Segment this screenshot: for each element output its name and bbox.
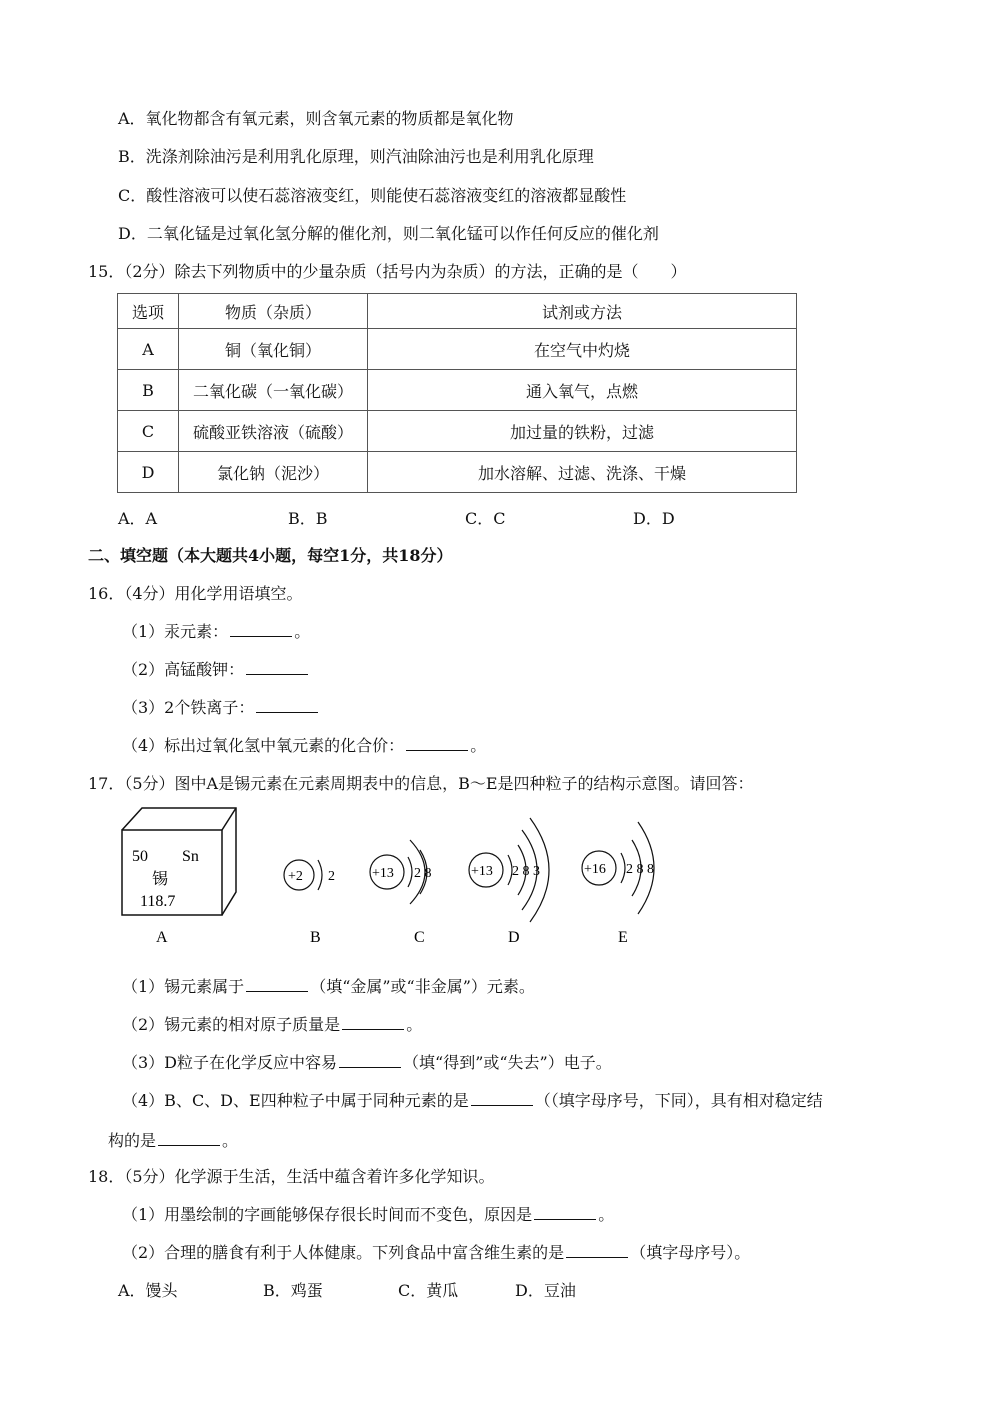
q16-item-4 <box>122 733 486 756</box>
table-cell: 硫酸亚铁溶液（硫酸） <box>179 411 368 452</box>
q14-option-c: C．酸性溶液可以使石蕊溶液变红，则能使石蕊溶液变红的溶液都显酸性 <box>118 186 627 205</box>
answer-blank[interactable] <box>566 1243 628 1258</box>
item-text: （4）B、C、D、E四种粒子中属于同种元素的是 <box>122 1091 469 1110</box>
q18-sub2 <box>122 1240 750 1263</box>
item-text: （填“得到”或“失去”）电子。 <box>403 1053 612 1072</box>
element-mass: 118.7 <box>140 893 176 910</box>
q17-sub1 <box>122 974 535 997</box>
figure-label-d: D <box>508 929 520 946</box>
shell-electrons: 2 8 8 <box>626 862 654 877</box>
item-text: 。 <box>470 736 487 755</box>
q16-item-1 <box>122 619 310 642</box>
q18-sub1 <box>122 1202 614 1225</box>
q17-stem: 17．（5分）图中A是锡元素在元素周期表中的信息，B～E是四种粒子的结构示意图。请回答： <box>88 774 754 793</box>
table-header-row <box>118 294 797 329</box>
table-row <box>118 411 797 452</box>
q15-stem: 15．（2分）除去下列物质中的少量杂质（括号内为杂质）的方法，正确的是（ ） <box>88 262 687 281</box>
q15-table <box>117 293 797 493</box>
q17-sub2 <box>122 1012 422 1035</box>
q17-figure <box>110 800 690 955</box>
table-header: 试剂或方法 <box>368 294 797 329</box>
table-cell: 铜（氧化铜） <box>179 329 368 370</box>
q18-option-c: C．黄瓜 <box>398 1281 459 1300</box>
table-cell: 加过量的铁粉，过滤 <box>368 411 797 452</box>
element-symbol: Sn <box>182 848 199 865</box>
table-cell: A <box>118 329 179 370</box>
answer-blank[interactable] <box>406 736 468 751</box>
table-header: 物质（杂质） <box>179 294 368 329</box>
q16-item-3 <box>122 695 320 718</box>
q16-item-2 <box>122 657 310 680</box>
table-row <box>118 452 797 493</box>
q15-answer-c: C．C <box>465 509 506 528</box>
q18-stem: 18．（5分）化学源于生活，生活中蕴含着许多化学知识。 <box>88 1167 495 1186</box>
item-text: 构的是 <box>108 1131 157 1150</box>
answer-blank[interactable] <box>534 1205 596 1220</box>
q15-answer-b: B．B <box>288 509 328 528</box>
shell-electrons: 2 <box>328 869 335 884</box>
q16-stem: 16．（4分）用化学用语填空。 <box>88 584 303 603</box>
q17-sub3 <box>122 1050 612 1073</box>
item-text: （2）锡元素的相对原子质量是 <box>122 1015 341 1034</box>
item-text: （4）标出过氧化氢中氧元素的化合价： <box>122 736 405 755</box>
table-row <box>118 370 797 411</box>
q14-option-d: D．二氧化锰是过氧化氢分解的催化剂，则二氧化锰可以作任何反应的催化剂 <box>118 224 659 243</box>
q15-answer-d: D．D <box>633 509 675 528</box>
q14-option-a: A．氧化物都含有氧元素，则含氧元素的物质都是氧化物 <box>118 109 514 128</box>
item-text: （3）D粒子在化学反应中容易 <box>122 1053 338 1072</box>
answer-blank[interactable] <box>246 977 308 992</box>
table-header: 选项 <box>118 294 179 329</box>
item-text: 。 <box>598 1205 615 1224</box>
table-cell: 通入氧气，点燃 <box>368 370 797 411</box>
item-text: （2）高锰酸钾： <box>122 660 245 679</box>
figure-label-a: A <box>156 929 168 946</box>
nucleus-charge: +13 <box>372 866 394 881</box>
nucleus-charge: +2 <box>288 869 303 884</box>
item-text: 。 <box>406 1015 423 1034</box>
answer-blank[interactable] <box>339 1053 401 1068</box>
section-title: 二、填空题（本大题共4小题，每空1分，共18分） <box>88 546 453 565</box>
table-cell: 二氧化碳（一氧化碳） <box>179 370 368 411</box>
table-cell: 氯化钠（泥沙） <box>179 452 368 493</box>
table-cell: 加水溶解、过滤、洗涤、干燥 <box>368 452 797 493</box>
item-text: （2）合理的膳食有利于人体健康。下列食品中富含维生素的是 <box>122 1243 565 1262</box>
item-text: （填“金属”或“非金属”）元素。 <box>310 977 535 996</box>
answer-blank[interactable] <box>230 622 292 637</box>
q17-sub4 <box>122 1088 823 1111</box>
q18-option-a: A．馒头 <box>118 1281 178 1300</box>
item-text: （1）锡元素属于 <box>122 977 245 996</box>
table-cell: B <box>118 370 179 411</box>
nucleus-charge: +13 <box>471 864 493 879</box>
shell-electrons: 2 8 <box>414 866 432 881</box>
item-text: （3）2个铁离子： <box>122 698 255 717</box>
figure-label-b: B <box>310 929 321 946</box>
figure-label-c: C <box>414 929 425 946</box>
answer-blank[interactable] <box>256 698 318 713</box>
item-text: （填字母序号）。 <box>630 1243 751 1262</box>
answer-blank[interactable] <box>246 660 308 675</box>
table-cell: C <box>118 411 179 452</box>
element-number: 50 <box>132 848 148 865</box>
q17-sub4-line2 <box>108 1128 238 1151</box>
table-cell: 在空气中灼烧 <box>368 329 797 370</box>
item-text: （1）汞元素： <box>122 622 229 641</box>
table-cell: D <box>118 452 179 493</box>
element-name: 锡 <box>152 871 169 888</box>
item-text: （（填字母序号，下同），具有相对稳定结 <box>534 1091 823 1110</box>
q18-option-d: D．豆油 <box>515 1281 576 1300</box>
answer-blank[interactable] <box>471 1091 533 1106</box>
table-row <box>118 329 797 370</box>
q15-answer-a: A．A <box>118 509 158 528</box>
answer-blank[interactable] <box>342 1015 404 1030</box>
figure-label-e: E <box>618 929 628 946</box>
nucleus-charge: +16 <box>584 862 606 877</box>
item-text: 。 <box>294 622 311 641</box>
shell-electrons: 2 8 3 <box>512 864 540 879</box>
item-text: （1）用墨绘制的字画能够保存很长时间而不变色，原因是 <box>122 1205 533 1224</box>
q14-option-b: B．洗涤剂除油污是利用乳化原理，则汽油除油污也是利用乳化原理 <box>118 147 594 166</box>
item-text: 。 <box>222 1131 239 1150</box>
q18-option-b: B．鸡蛋 <box>263 1281 323 1300</box>
answer-blank[interactable] <box>158 1131 220 1146</box>
